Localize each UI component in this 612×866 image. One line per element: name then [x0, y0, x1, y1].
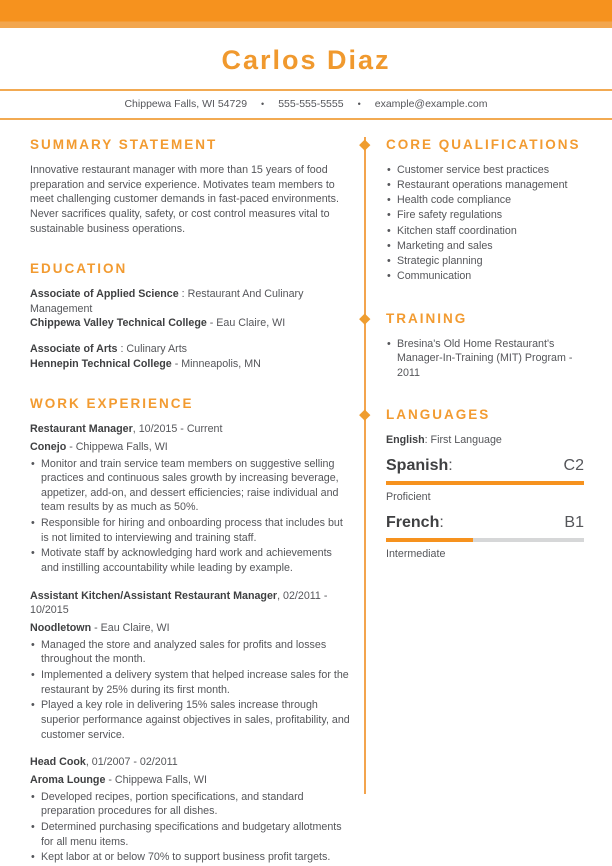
section-core-qualifications [386, 137, 584, 284]
section-training [386, 311, 584, 381]
education-title: EDUCATION [30, 261, 128, 277]
school-name: Chippewa Valley Technical College [30, 317, 207, 330]
qualification-item: • Fire safety regulations [386, 208, 584, 223]
language-label-row [386, 457, 584, 475]
right-column [364, 137, 584, 794]
language-level-code: C2 [563, 457, 584, 474]
job-company: Aroma Lounge [30, 773, 106, 786]
summary-title: SUMMARY STATEMENT [30, 137, 218, 152]
contact-phone: 555-555-5555 [278, 98, 344, 110]
education-school-line [30, 357, 350, 372]
job-bullet: • Responsible for hiring and onboarding process that includes but is not limited to interviewing and training staff. [30, 516, 350, 545]
language-proficiency-fill [386, 538, 473, 542]
resume-body [0, 120, 612, 866]
contact-location: Chippewa Falls, WI 54729 [124, 98, 248, 110]
qualification-item: • Restaurant operations management [386, 178, 584, 193]
education-entry [30, 287, 350, 331]
qualification-item: • Health code compliance [386, 193, 584, 208]
language-label: French [386, 513, 440, 531]
contact-separator-icon: • [357, 99, 361, 109]
job-bullet: • Kept labor at or below 70% to support business profit targets. [30, 850, 350, 865]
qualification-item: • Marketing and sales [386, 239, 584, 254]
job-role-line [30, 589, 350, 618]
school-location: - Eau Claire, WI [206, 317, 286, 330]
language-proficiency-bar [386, 481, 584, 485]
job-company-line [30, 773, 350, 788]
job-location: - Chippewa Falls, WI [66, 440, 168, 453]
degree-detail: : Culinary Arts [117, 343, 188, 355]
job-bullet-list [30, 457, 350, 576]
job-dates: , 10/2015 - Current [132, 423, 223, 436]
qualification-item: • Communication [386, 269, 584, 284]
job-location: - Chippewa Falls, WI [105, 773, 207, 786]
language-label-row [386, 514, 584, 532]
section-work-experience [30, 396, 350, 865]
job-role-line [30, 755, 350, 770]
education-degree-line [30, 342, 350, 357]
language-label: Spanish [386, 457, 449, 474]
language-entry [386, 514, 584, 562]
education-school-line [30, 316, 350, 331]
job-company-line [30, 440, 350, 455]
language-native-value: : First Language [424, 434, 502, 447]
qualifications-list [386, 163, 584, 284]
job-role: Restaurant Manager [30, 423, 133, 436]
training-title: TRAINING [386, 310, 468, 326]
job-bullet-list [30, 638, 350, 743]
job-bullet: • Developed recipes, portion specifications, and standard preparation procedures for all dishes. [30, 790, 350, 819]
language-colon: : [439, 513, 444, 531]
school-location: - Minneapolis, MN [171, 357, 261, 370]
degree-name: Associate of Arts [30, 343, 118, 355]
language-colon: : [448, 457, 453, 474]
education-entry [30, 342, 350, 371]
job-company-line [30, 621, 350, 636]
job-role: Assistant Kitchen/Assistant Restaurant Manager [30, 589, 278, 602]
language-level-code: B1 [564, 513, 584, 531]
job-entry [30, 755, 350, 865]
job-dates: , 01/2007 - 02/2011 [85, 756, 178, 769]
language-name: English [386, 434, 425, 447]
job-role-line [30, 422, 350, 437]
job-company: Conejo [30, 440, 67, 453]
qualification-item: • Kitchen staff coordination [386, 224, 584, 239]
contact-email: example@example.com [374, 98, 488, 110]
contact-separator-icon: • [261, 99, 265, 109]
top-accent-bar [0, 0, 612, 28]
languages-title: LANGUAGES [386, 407, 491, 423]
degree-name: Associate of Applied Science [30, 288, 179, 301]
school-name: Hennepin Technical College [30, 357, 172, 370]
job-entry [30, 589, 350, 743]
language-name [386, 457, 453, 475]
language-level-name: Proficient [386, 491, 431, 503]
job-dates: , 02/2011 - 10/2015 [30, 589, 328, 617]
job-location: - Eau Claire, WI [91, 622, 170, 635]
work-title: WORK EXPERIENCE [30, 396, 194, 412]
job-bullet: • Determined purchasing specifications and budgetary allotments for all menu items. [30, 820, 350, 849]
language-entry [386, 457, 584, 505]
job-bullet: • Managed the store and analyzed sales for profits and losses throughout the month. [30, 638, 350, 667]
job-company: Noodletown [30, 622, 92, 635]
section-education [30, 261, 350, 371]
job-role: Head Cook [30, 756, 86, 769]
language-proficiency-fill [386, 481, 584, 485]
qualification-item: • Customer service best practices [386, 163, 584, 178]
job-bullet: • Implemented a delivery system that helped increase sales for the restaurant by 25% during its first month. [30, 668, 350, 697]
qualification-item: • Strategic planning [386, 254, 584, 269]
training-list [386, 337, 584, 381]
summary-text: Innovative restaurant manager with more than 15 years of food preparation and service experience. Motivates team members to meet challenging customer demands in fast-paced environments. Never sacrifices quality, safety, or cost control measures vital to sustainable business operations. [30, 163, 339, 235]
contact-bar [0, 89, 612, 120]
job-bullet-list [30, 790, 350, 865]
degree-detail: : Restaurant And Culinary Management [30, 288, 304, 315]
education-degree-line [30, 287, 350, 316]
job-entry [30, 422, 350, 576]
language-native-line [386, 433, 584, 448]
job-bullet: • Played a key role in delivering 15% sales increase through superior performance against objectives in sales, profitability, and customer service. [30, 698, 350, 742]
language-name [386, 514, 444, 532]
job-bullet: • Monitor and train service team members on suggestive selling practices and continuous sales growth by increasing beverage, appetizer, add-on, and dessert efficiencies; raise individual and team results by as much as 50%. [30, 457, 350, 516]
left-column [30, 137, 364, 866]
language-proficiency-bar [386, 538, 584, 542]
section-summary [30, 137, 350, 236]
qualifications-title: CORE QUALIFICATIONS [386, 137, 581, 152]
section-languages [386, 407, 584, 561]
language-level-name: Intermediate [386, 547, 446, 560]
training-item: • Bresina's Old Home Restaurant's Manager-In-Training (MIT) Program - 2011 [386, 337, 584, 381]
job-bullet: • Motivate staff by acknowledging hard work and achievements and instilling accountability while leading by example. [30, 546, 350, 575]
candidate-name: Carlos Diaz [221, 45, 391, 75]
